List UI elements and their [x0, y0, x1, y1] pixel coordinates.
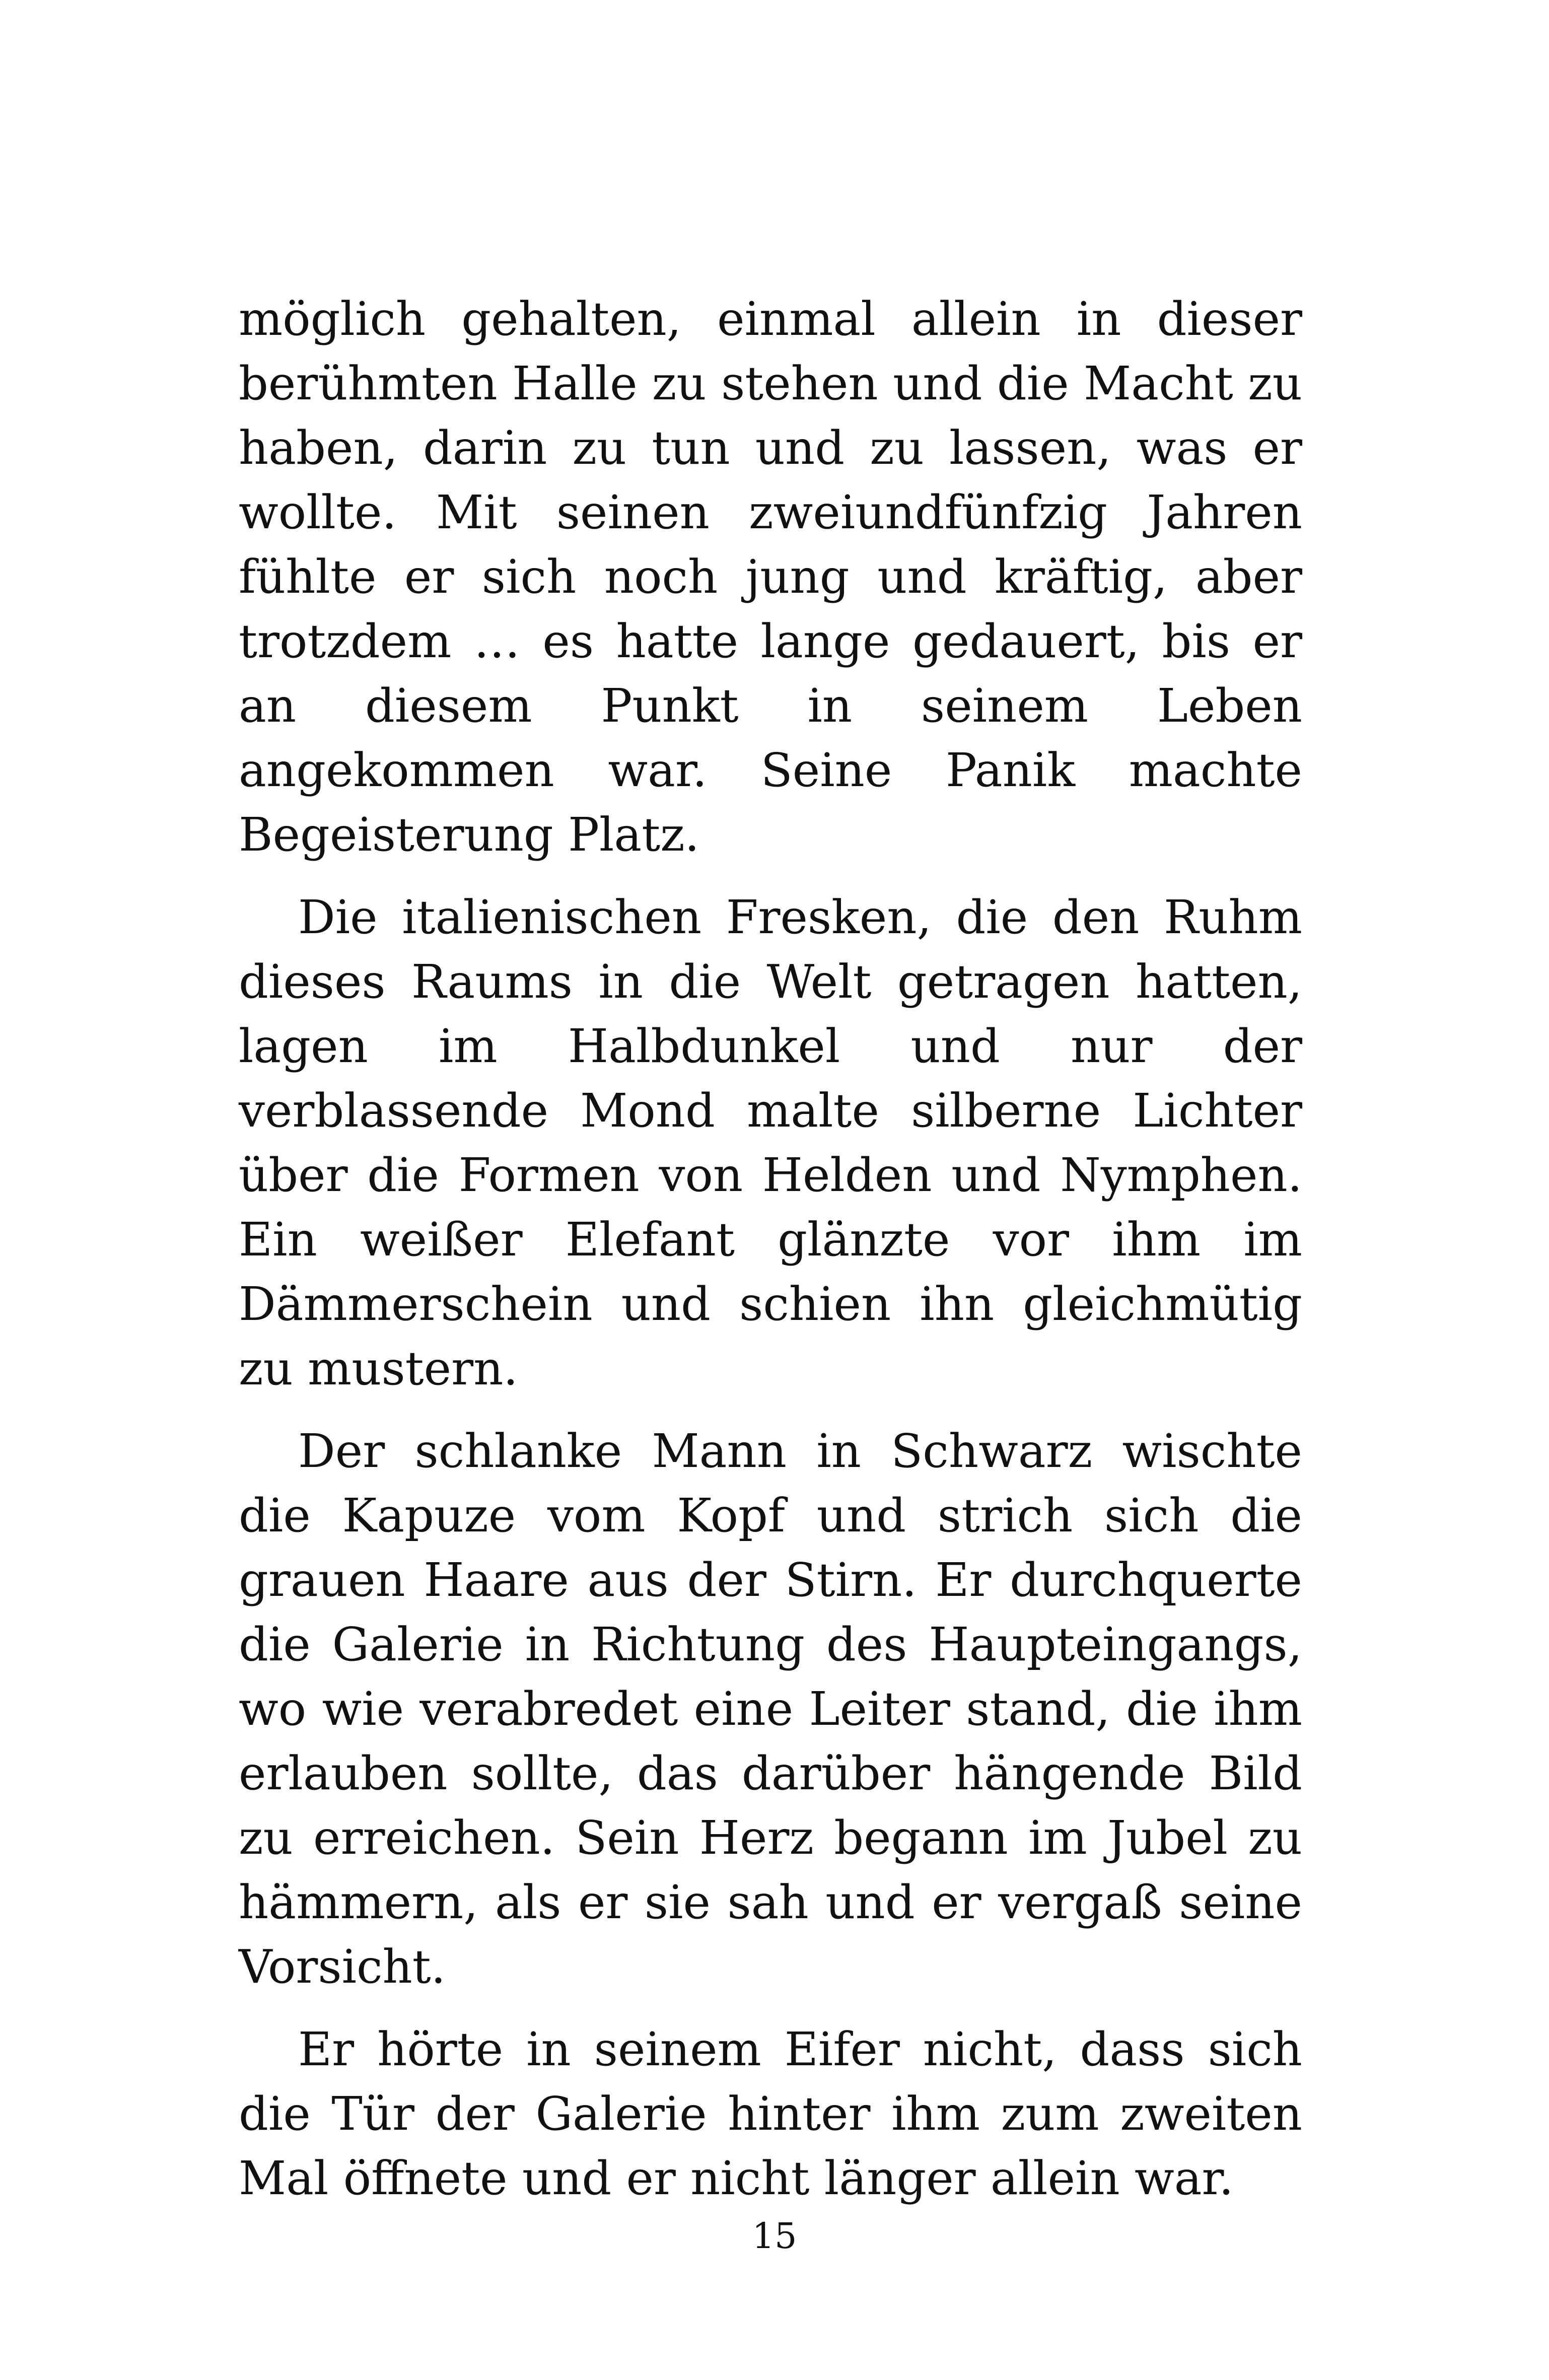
paragraph-frescoes: Die italienischen Fresken, die den Ruhm dieses Raums in die Welt getragen hatten, lagen im Halbdunkel und nur der verblassende Mond malte silberne Lichter über die Formen von Helden und Nymphen. Ein weißer Elefant glänzte vor ihm im Dämmerschein und schien ihn gleichmütig zu mustern. [239, 890, 1302, 1395]
paragraph-man-in-black: Der schlanke Mann in Schwarz wischte die Kapuze vom Kopf und strich sich die grauen Haare aus der Stirn. Er durchquerte die Galerie in Richtung des Haupteingangs, wo wie verabredet eine Leiter stand, die ihm erlauben sollte, das darüber hängende Bild zu erreichen. Sein Herz begann im Jubel zu hämmern, als er sie sah und er vergaß seine Vorsicht. [239, 1424, 1302, 1994]
paragraph-door-opens: Er hörte in seinem Eifer nicht, dass sich die Tür der Galerie hinter ihm zum zweiten Mal öffnete und er nicht länger allein war. [239, 2022, 1302, 2205]
body-text [239, 287, 1302, 2229]
page-number: 15 [752, 2215, 797, 2257]
paragraph-continuation: möglich gehalten, einmal allein in dieser berühmten Halle zu stehen und die Macht zu haben, darin zu tun und zu lassen, was er wollte. Mit seinen zweiundfünfzig Jahren fühlte er sich noch jung und kräftig, aber trotzdem … es hatte lange gedauert, bis er an diesem Punkt in seinem Leben angekommen war. Seine Panik machte Begeisterung Platz. [239, 292, 1302, 862]
